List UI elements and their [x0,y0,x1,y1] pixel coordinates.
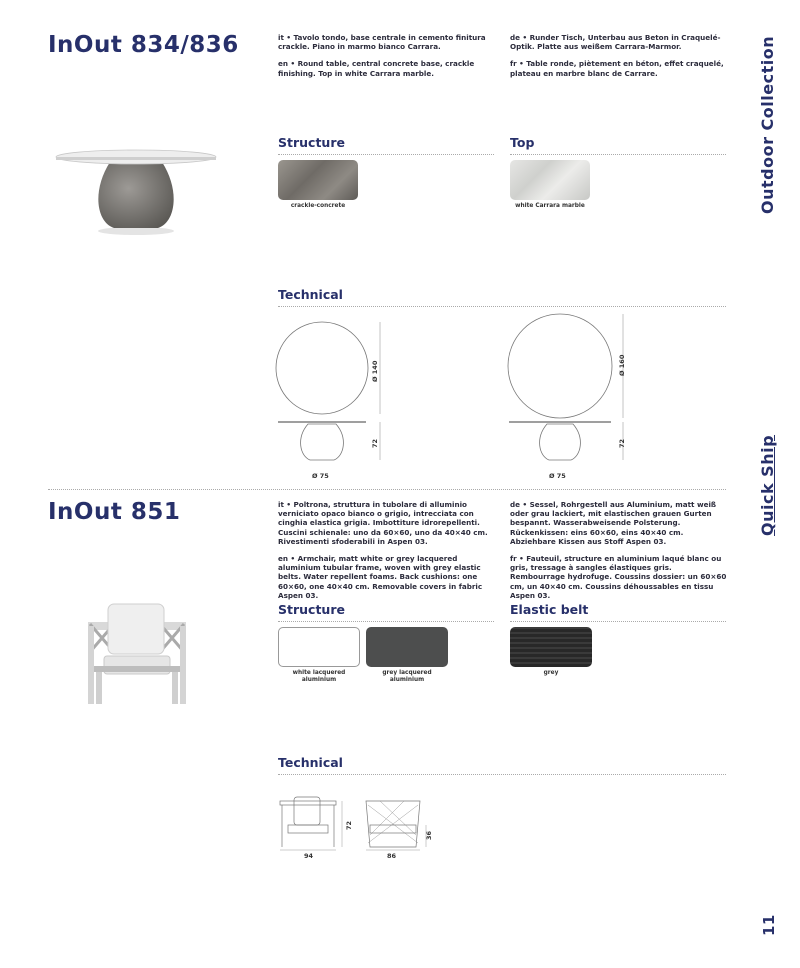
diameter-label: Ø 160 [618,354,626,376]
base-diameter-label: Ø 75 [312,472,329,480]
page-number: 11 [760,914,778,936]
product-title: InOut 834/836 [48,32,239,58]
white-aluminium-swatch [278,627,360,667]
width-label: 94 [304,852,314,860]
height-label: 72 [371,438,379,448]
top-heading: Top [510,135,726,155]
round-table-image [52,140,222,240]
technical-heading: Technical [278,755,726,775]
desc-de: de • Runder Tisch, Unterbau aus Beton in Craquelé-Optik. Platte aus weißem Carrara-Marmor. [510,33,721,52]
base-diameter-label: Ø 75 [549,472,566,480]
armchair-front-diagram [278,795,348,851]
table-diagram-160 [505,310,635,470]
structure-heading: Structure [278,602,494,622]
quick-ship-label: Quick Ship [758,434,777,536]
desc-it: it • Tavolo tondo, base centrale in cemento finitura crackle. Piano in marmo bianco Carrara. [278,33,486,52]
swatch-label: white lacquered aluminium [292,670,346,683]
grey-belt-swatch [510,627,592,667]
description-col-left [278,33,496,86]
grey-aluminium-swatch [366,627,448,667]
swatch-label: grey lacquered aluminium [382,670,432,683]
diameter-label: Ø 140 [371,360,379,382]
desc-fr: fr • Fauteuil, structure en aluminium laqué blanc ou gris, tressage à sangles élastiques gris. Rembourrage hydrofuge. Coussins dossier: un 60×60 cm, un 40×40 cm. Coussins déhoussables en tissu Aspen 03. [510,554,727,600]
swatch-label: grey [543,670,559,676]
height-label: 72 [345,820,353,830]
description-col-right [510,33,728,86]
desc-it: it • Poltrona, struttura in tubolare di alluminio verniciato opaco bianco o grigio, intrecciata con cinghia elastica grigia. Imbottiture idrorepellenti. Cuscini schienale: uno da 60×60, uno da 40×40 cm. Rivestimenti sfoderabili in Aspen 03. [278,500,488,546]
swatch-label: white Carrara marble [515,203,585,209]
desc-en: en • Round table, central concrete base, crackle finishing. Top in white Carrara marble. [278,59,475,78]
description-col-right [510,500,728,608]
desc-de: de • Sessel, Rohrgestell aus Aluminium, matt weiß oder grau lackiert, mit elastischen grauen Gurten bespannt. Wasserabweisende Polsterung. Rückenkissen: eins 60×60, eins 40×40 cm. Abziehbare Kissen aus Stoff Aspen 03. [510,500,717,546]
swatch-label: crackle-concrete [290,203,346,209]
depth-label: 86 [387,852,397,860]
technical-heading: Technical [278,287,726,307]
collection-label: Outdoor Collection [758,35,777,214]
crackle-concrete-swatch [278,160,358,200]
armchair-side-diagram [360,795,430,851]
table-diagram-140 [272,318,392,473]
section-divider [48,489,726,490]
description-col-left [278,500,496,608]
seat-height-label: 36 [425,830,433,840]
structure-heading: Structure [278,135,494,155]
height-label: 72 [618,438,626,448]
elastic-belt-heading: Elastic belt [510,602,726,622]
carrara-marble-swatch [510,160,590,200]
product-title: InOut 851 [48,499,181,525]
desc-en: en • Armchair, matt white or grey lacquered aluminium tubular frame, woven with grey elastic belts. Water repellent foams. Back cushions: one 60×60, one 40×40 cm. Removable covers in fabric Aspen 03. [278,554,483,600]
desc-fr: fr • Table ronde, piètement en béton, effet craquelé, plateau en marbre blanc de Carrare. [510,59,724,78]
armchair-image [84,600,190,708]
